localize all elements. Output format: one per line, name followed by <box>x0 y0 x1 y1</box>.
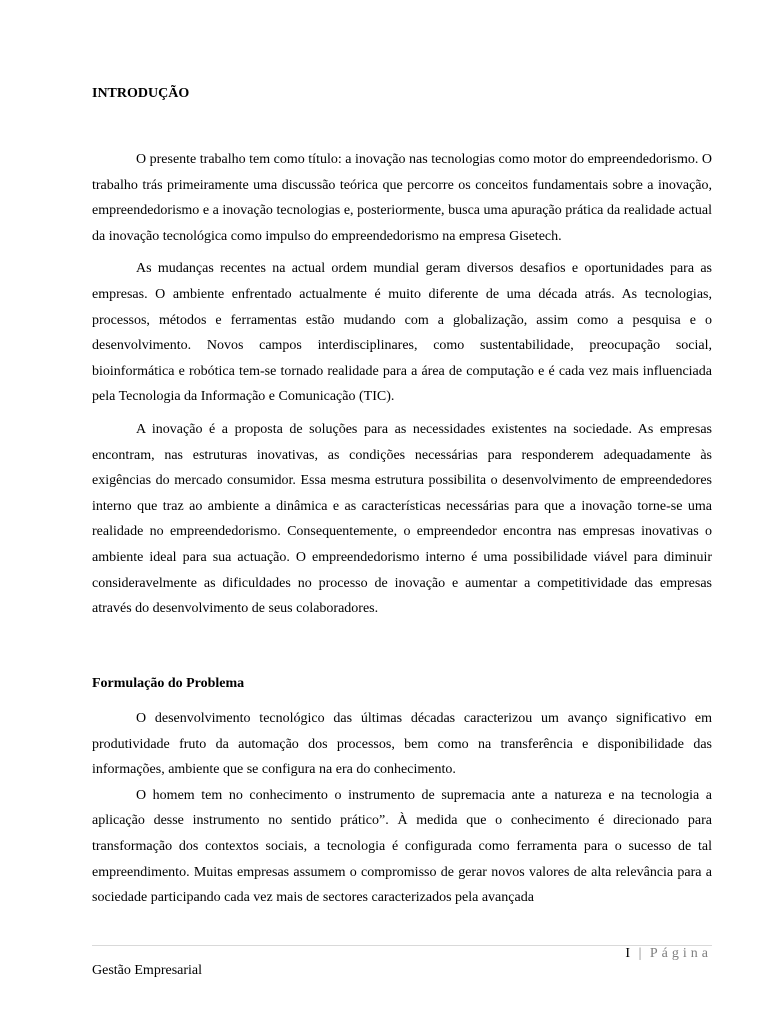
intro-body <box>92 147 712 629</box>
paragraph: O homem tem no conhecimento o instrumento de supremacia ante a natureza e na tecnologia a aplicação desse instrumento no sentido prático”. À medida que o conhecimento é direcionado para transformação dos contextos sociais, a tecnologia é configurada como ferramenta para o sucesso de tal empreendimento. Muitas empresas assumem o compromisso de gerar novos valores de alta relevância para a sociedade participando cada vez mais de sectores caracterizados pela avançada <box>92 787 712 906</box>
paragraph: O desenvolvimento tecnológico das últimas décadas caracterizou um avanço significativo em produtividade fruto da automação dos processos, bem como na transferência e disponibilidade das informações, ambiente que se configura na era do conhecimento. <box>92 711 712 778</box>
paragraph: A inovação é a proposta de soluções para as necessidades existentes na sociedade. As empresas encontram, nas estruturas inovativas, as condições necessárias para responderem adequadamente às exigências do mercado consumidor. Essa mesma estrutura possibilita o desenvolvimento de empreendedores interno que traz ao ambiente a dinâmica e as características necessárias para que a inovação torne-se uma realidade no empreendedorismo. Consequentemente, o empreendedor encontra nas empresas inovativas o ambiente ideal para sua actuação. O empreendedorismo interno é uma possibilidade viável para diminuir consideravelmente as dificuldades no processo de inovação e aumentar a competitividade das empresas através do desenvolvimento de seus colaboradores. <box>92 421 712 617</box>
problem-body <box>92 706 712 911</box>
page-number-separator: | <box>638 946 644 961</box>
paragraph: O presente trabalho tem como título: a inovação nas tecnologias como motor do empreendedorismo. O trabalho trás primeiramente uma discussão teórica que percorre os conceitos fundamentais sobre a inovação, empreendedorismo e a inovação tecnologias e, posteriormente, busca uma apuração prática da realidade actual da inovação tecnológica como impulso do empreendedorismo na empresa Gisetech. <box>92 152 712 244</box>
page-number <box>625 946 712 962</box>
subsection-heading: Formulação do Problema <box>92 676 245 691</box>
page-number-value: I <box>625 946 633 961</box>
section-heading: INTRODUÇÃO <box>92 86 190 101</box>
footer-text: Gestão Empresarial <box>92 963 203 978</box>
footer-divider <box>92 945 712 946</box>
paragraph: As mudanças recentes na actual ordem mundial geram diversos desafios e oportunidades para as empresas. O ambiente enfrentado actualmente é muito diferente de uma década atrás. As tecnologias, processos, métodos e ferramentas estão mudando com a globalização, assim como a pesquisa e o desenvolvimento. Novos campos interdisciplinares, como sustentabilidade, preocupação social, bioinformática e robótica tem-se tornado realidade para a área de computação e é cada vez mais influenciada pela Tecnologia da Informação e Comunicação (TIC). <box>92 261 712 405</box>
page-label: Página <box>649 946 712 961</box>
